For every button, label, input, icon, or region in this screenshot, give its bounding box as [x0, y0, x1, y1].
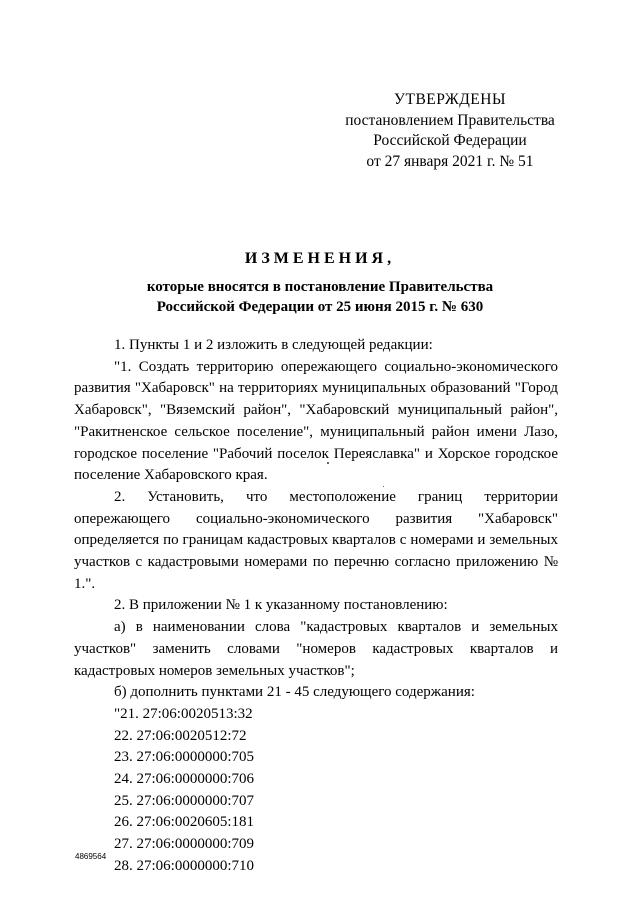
- list-item: 24. 27:06:0000000:706: [114, 771, 255, 788]
- scan-speck: [383, 486, 384, 487]
- paragraph-2: "1. Создать территорию опережающего социально-экономического развития "Хабаровск" на территориях муниципальных образований "Город Хабаровск", "Вяземский район", "Хабаровский муниципальный район", "Ракитненское сельское поселение", муниципальный район имени Лазо, городское поселение "Рабочий поселок Переяславка" и Хорское городское поселение Хабаровского края.: [74, 358, 558, 484]
- subtitle-line-2: Российской Федерации от 25 июня 2015 г. № 630: [156, 299, 484, 315]
- list-item: 27. 27:06:0000000:709: [114, 836, 255, 853]
- document-body: [74, 335, 558, 878]
- approval-line-2: Российской Федерации: [373, 132, 527, 149]
- subtitle-line-1: которые вносятся в постановление Правительства: [146, 279, 494, 295]
- approval-line-1: постановлением Правительства: [345, 111, 555, 129]
- document-subtitle: [70, 277, 570, 317]
- document-number: 4869564: [75, 852, 107, 861]
- paragraph-4: 2. В приложении № 1 к указанному постановлению:: [114, 597, 448, 614]
- list-item: 25. 27:06:0000000:707: [114, 792, 255, 809]
- document-title: ИЗМЕНЕНИЯ,: [244, 250, 396, 267]
- paragraph-6: б) дополнить пунктами 21 - 45 следующего содержания:: [114, 684, 475, 701]
- list-item: 22. 27:06:0020512:72: [114, 727, 247, 744]
- list-item: 23. 27:06:0000000:705: [114, 749, 255, 766]
- approval-line-3: от 27 января 2021 г. № 51: [366, 152, 534, 170]
- paragraph-1: 1. Пункты 1 и 2 изложить в следующей редакции:: [114, 337, 433, 353]
- approval-title: УТВЕРЖДЕНЫ: [394, 91, 506, 108]
- scan-speck: [327, 462, 329, 464]
- paragraph-3: 2. Установить, что местоположение границ территории опережающего социально-экономического развития "Хабаровск" определяется по границам кадастровых кварталов с номерами и земельных участков с кадастровыми номерами по перечню согласно приложению № 1.".: [74, 488, 558, 592]
- list-item: "21. 27:06:0020513:32: [114, 705, 253, 722]
- paragraph-5: а) в наименовании слова "кадастровых кварталов и земельных участков" заменить словами "номеров кадастровых кварталов и кадастровых номеров земельных участков";: [74, 619, 558, 679]
- list-item: 26. 27:06:0020605:181: [114, 814, 255, 831]
- list-item: 28. 27:06:0000000:710: [114, 857, 255, 874]
- approval-block: [330, 90, 570, 172]
